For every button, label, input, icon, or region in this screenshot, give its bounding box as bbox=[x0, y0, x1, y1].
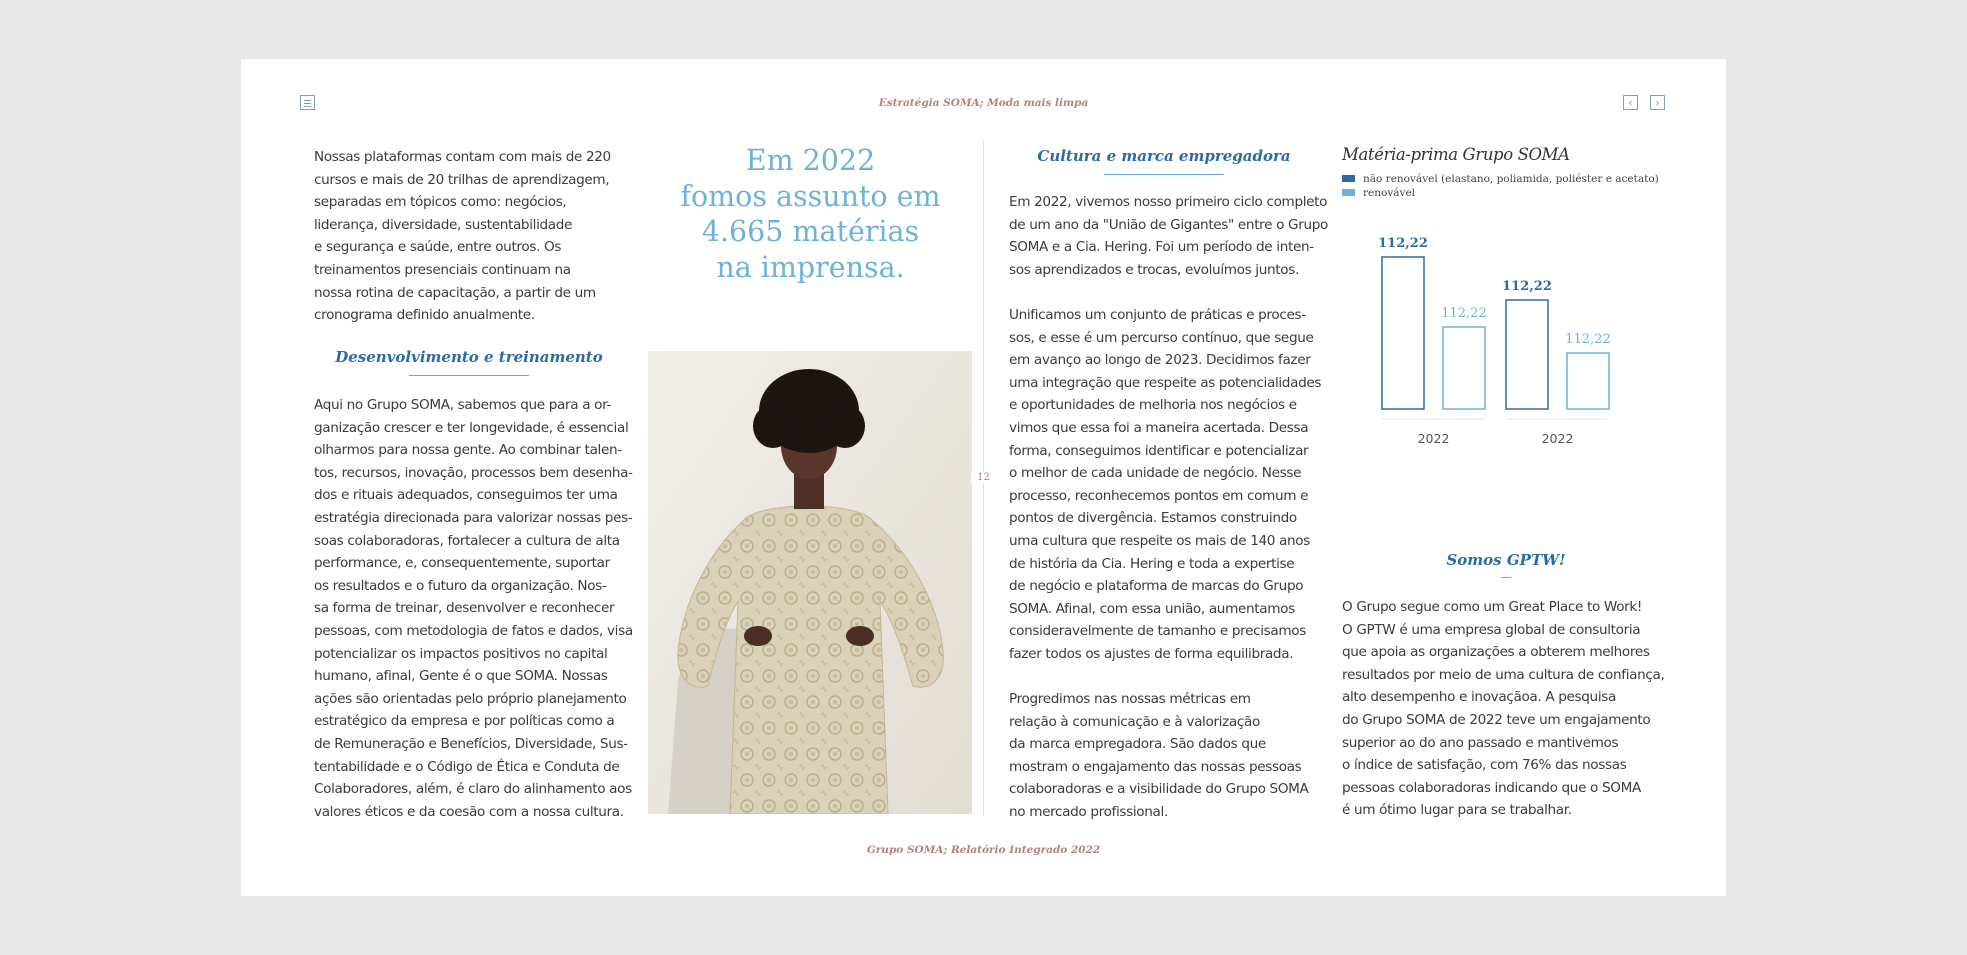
col4-heading: Somos GPTW! bbox=[1446, 551, 1566, 569]
text-line: Aqui no Grupo SOMA, sabemos que para a or- bbox=[314, 397, 612, 413]
quote-line: na imprensa. bbox=[716, 250, 905, 284]
report-page bbox=[241, 59, 1726, 896]
text-line: os resultados e o futuro da organização. Nos- bbox=[314, 577, 607, 594]
text-line: uma cultura que respeite os mais de 140 anos bbox=[1009, 532, 1311, 549]
legend-swatch bbox=[1342, 175, 1355, 182]
text-line: consideravelmente de tamanho e precisamos bbox=[1009, 623, 1306, 640]
text-line: humano, afinal, Gente é o que SOMA. Nossas bbox=[314, 668, 608, 685]
data-label: 112,22 bbox=[1565, 332, 1611, 347]
data-label: 112,22 bbox=[1502, 279, 1552, 294]
text-line: alto desempenho e inovaçãoa. A pesquisa bbox=[1342, 689, 1616, 706]
col4-body bbox=[1342, 596, 1664, 822]
page-number: 12 bbox=[971, 472, 996, 483]
legend-label: renovável bbox=[1363, 187, 1416, 199]
text-line: resultados por meio de uma cultura de confiança, bbox=[1342, 666, 1665, 683]
text-line: tos, recursos, inovação, processos bem desenha- bbox=[314, 464, 633, 481]
text-line: estratégico da empresa e por políticas como a bbox=[314, 713, 615, 730]
text-line: olharmos para nossa gente. Ao combinar talen- bbox=[314, 442, 622, 459]
chart-bar bbox=[1443, 327, 1485, 409]
text-line: performance, e, consequentemente, suportar bbox=[314, 555, 610, 572]
text-line: mostram o engajamento das nossas pessoas bbox=[1009, 758, 1302, 775]
chevron-left-icon[interactable]: ‹ bbox=[1623, 95, 1638, 110]
text-line: pontos de divergência. Estamos construindo bbox=[1009, 510, 1297, 527]
text-line: e oportunidades de melhoria nos negócios e bbox=[1009, 397, 1297, 414]
text-line: O Grupo segue como um Great Place to Work! bbox=[1342, 599, 1643, 615]
text-line: pessoas colaboradoras indicando que o SOMA bbox=[1342, 779, 1641, 796]
quote-line: 4.665 matérias bbox=[701, 215, 920, 248]
text-line: da marca empregadora. São dados que bbox=[1009, 736, 1266, 753]
text-line: cursos e mais de 20 trilhas de aprendizagem, bbox=[314, 171, 610, 188]
text-line: o melhor de cada unidade de negócio. Nesse bbox=[1009, 465, 1302, 482]
text-line: fazer todos os ajustes de forma equilibrada. bbox=[1009, 645, 1294, 662]
text-line: Nossas plataformas contam com mais de 220 bbox=[314, 149, 611, 165]
text-line: no mercado profissional. bbox=[1009, 804, 1168, 821]
legend-item-renewable bbox=[1342, 186, 1659, 200]
text-line: Em 2022, vivemos nosso primeiro ciclo completo bbox=[1009, 194, 1328, 210]
text-line: estratégia direcionada para valorizar nossas pes- bbox=[314, 509, 633, 526]
footer-title: Grupo SOMA; Relatório Integrado 2022 bbox=[866, 844, 1101, 856]
col1-intro bbox=[314, 146, 611, 327]
chevron-right-icon[interactable]: › bbox=[1650, 95, 1665, 110]
text-line: colaboradoras e a visibilidade do Grupo SOMA bbox=[1009, 781, 1309, 798]
text-line: Progredimos nas nossas métricas em bbox=[1009, 691, 1251, 708]
quote-line: Em 2022 bbox=[745, 144, 876, 177]
text-line: dos e rituais adequados, conseguimos ter uma bbox=[314, 487, 618, 504]
text-line: e segurança e saúde, entre outros. Os bbox=[314, 239, 562, 256]
quote-line: fomos assunto em bbox=[680, 179, 941, 213]
text-line: tentabilidade e o Código de Ética e Conduta de bbox=[314, 758, 620, 775]
legend-swatch bbox=[1342, 189, 1355, 196]
text-line: é um ótimo lugar para se trabalhar. bbox=[1342, 802, 1572, 819]
text-line: SOMA e a Cia. Hering. Foi um período de inten- bbox=[1009, 239, 1314, 256]
text-line: treinamentos presenciais continuam na bbox=[314, 261, 571, 278]
text-line: de negócio e plataforma de marcas do Grupo bbox=[1009, 578, 1304, 595]
text-line: pessoas, com metodologia de fatos e dados, visa bbox=[314, 622, 633, 639]
text-line: liderança, diversidade, sustentabilidade bbox=[314, 216, 573, 233]
text-line: sos aprendizados e trocas, evoluímos juntos. bbox=[1009, 261, 1299, 278]
text-line: soas colaboradoras, fortalecer a cultura de alta bbox=[314, 532, 620, 549]
fashion-model-photo bbox=[648, 351, 972, 814]
text-line: processo, reconhecemos pontos em comum e bbox=[1009, 487, 1309, 504]
chart-bar bbox=[1567, 353, 1609, 409]
text-line: relação à comunicação e à valorização bbox=[1009, 713, 1260, 730]
text-line: valores éticos e da coesão com a nossa cultura. bbox=[314, 803, 624, 820]
text-line: uma integração que respeite as potencialidades bbox=[1009, 374, 1322, 391]
header-title: Estratégia SOMA; Moda mais limpa bbox=[878, 97, 1089, 109]
text-line: SOMA. Afinal, com essa união, aumentamos bbox=[1009, 600, 1295, 617]
text-line: do Grupo SOMA de 2022 teve um engajamento bbox=[1342, 711, 1651, 728]
text-line: o índice de satisfação, com 76% das nossas bbox=[1342, 757, 1627, 774]
col3-body bbox=[1009, 191, 1328, 824]
text-line: forma, conseguimos identificar e potencializar bbox=[1009, 442, 1309, 459]
text-line: ações são orientadas pelo próprio planejamento bbox=[314, 690, 627, 707]
legend-label: não renovável (elastano, poliamida, poliéster e acetato) bbox=[1363, 173, 1659, 185]
chart-bar bbox=[1506, 300, 1548, 409]
col1-body bbox=[314, 394, 633, 823]
text-line: separadas em tópicos como: negócios, bbox=[314, 194, 567, 211]
press-quote bbox=[648, 143, 973, 285]
legend-item-nonrenewable bbox=[1342, 172, 1659, 186]
col3-heading: Cultura e marca empregadora bbox=[1037, 147, 1291, 165]
text-line: O GPTW é uma empresa global de consultoria bbox=[1342, 621, 1641, 638]
text-line: que apoia as organizações a obterem melhores bbox=[1342, 644, 1650, 661]
data-label: 112,22 bbox=[1378, 236, 1428, 251]
text-line: ganização crescer e ter longevidade, é essencial bbox=[314, 419, 629, 436]
text-line: em avanço ao longo de 2023. Decidimos fazer bbox=[1009, 352, 1311, 369]
x-tick-label: 2022 bbox=[1541, 431, 1574, 446]
col1-heading: Desenvolvimento e treinamento bbox=[335, 348, 603, 366]
text-line: nossa rotina de capacitação, a partir de um bbox=[314, 284, 596, 301]
x-tick-label: 2022 bbox=[1417, 431, 1450, 446]
col4-heading-rule bbox=[1501, 577, 1511, 578]
chart-bar bbox=[1382, 257, 1424, 409]
col1-heading-rule bbox=[409, 375, 529, 376]
text-line: de um ano da "União de Gigantes" entre o Grupo bbox=[1009, 216, 1328, 233]
col3-heading-rule bbox=[1104, 174, 1224, 175]
text-line: sos, e esse é um percurso contínuo, que segue bbox=[1009, 329, 1314, 346]
text-line: de história da Cia. Hering e toda a expertise bbox=[1009, 555, 1295, 572]
text-line: superior ao do ano passado e mantivemos bbox=[1342, 734, 1619, 751]
data-label: 112,22 bbox=[1441, 306, 1487, 321]
bar-chart bbox=[1342, 234, 1722, 474]
text-line: vimos que essa foi a maneira acertada. Dessa bbox=[1009, 419, 1309, 436]
text-line: potencializar os impactos positivos no capital bbox=[314, 645, 608, 662]
chart-legend bbox=[1342, 172, 1659, 200]
text-line: sa forma de treinar, desenvolver e reconhecer bbox=[314, 600, 615, 617]
text-line: Colaboradores, além, é claro do alinhamento aos bbox=[314, 781, 632, 798]
text-line: Unificamos um conjunto de práticas e proces- bbox=[1009, 306, 1306, 323]
chart-title: Matéria-prima Grupo SOMA bbox=[1342, 145, 1570, 164]
text-line: de Remuneração e Benefícios, Diversidade, Sus- bbox=[314, 735, 628, 752]
text-line: cronograma definido anualmente. bbox=[314, 307, 535, 324]
